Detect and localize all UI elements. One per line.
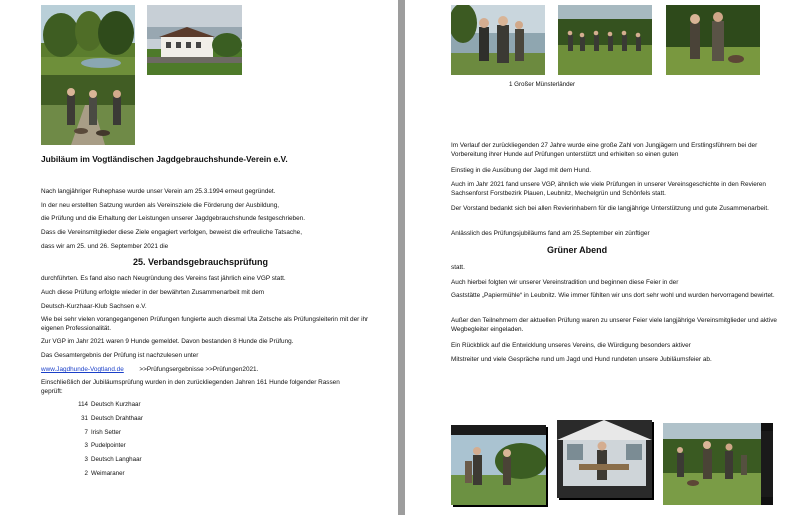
paragraph: In der neu erstellten Satzung wurden als Vereinsziele die Förderung der Ausbildung, (41, 202, 280, 209)
photo-hunters-on-path (41, 75, 135, 145)
breed-count: 7 (84, 429, 88, 436)
breed-row (58, 401, 141, 409)
paragraph: Auch diese Prüfung erfolgte wieder in der bewährten Zusammenarbeit mit dem (41, 289, 265, 296)
paragraph: dass wir am 25. und 26. September 2021 die (41, 243, 169, 250)
paragraph: Auch im Jahr 2021 fand unsere VGP, ähnlich wie viele Prüfungen in unserer Vereinsgeschichte in den Revieren Sachsenforst Forstbezirk Plauen, Leubnitz, Mechelgrün und Schönfels statt. (451, 181, 766, 197)
paragraph: Das Gesamtergebnis der Prüfung ist nachzulesen unter (41, 352, 199, 359)
breed-name: Deutsch Langhaar (91, 456, 142, 463)
left-document-page (0, 0, 398, 515)
photo-hunters-with-dog (666, 5, 760, 75)
paragraph: Ein Rückblick auf die Entwicklung unseres Vereins, die Würdigung besonders aktiver (451, 342, 691, 349)
breed-count: 2 (84, 470, 88, 477)
page-divider (398, 0, 405, 515)
breed-row (58, 429, 121, 437)
breed-row (58, 415, 143, 423)
paragraph: Anlässlich des Prüfungsjubiläums fand am 25.September ein zünftiger (451, 230, 650, 237)
breed-name: Deutsch Kurzhaar (91, 401, 141, 408)
paragraph: Wie bei sehr vielen vorangegangenen Prüfungen fungierte auch diesmal Uta Zetsche als Prüfungsleiterin mit der ihr eigenen Professionalität. (41, 316, 369, 332)
photo-group-in-forest (558, 5, 652, 75)
photo-landscape-trees (41, 5, 135, 75)
photo-clubhouse (147, 5, 242, 75)
paragraph: Außer den Teilnehmern der aktuellen Prüfung waren zu unserer Feier viele langjährige Vereinsmitglieder und aktive Wegbegleiter eingeladen. (451, 317, 777, 333)
section-heading: Grüner Abend (547, 245, 608, 255)
paragraph: Im Verlauf der zurückliegenden 27 Jahre wurde eine große Zahl von Jungjägern und Erstlingsführern bei der Vorbereitung ihrer Hunde auf Prüfungen unterstützt und erhielten so einen guten (451, 142, 758, 158)
paragraph: Nach langjähriger Ruhephase wurde unser Verein am 25.3.1994 erneut gegründet. (41, 188, 276, 195)
section-heading: 25. Verbandsgebrauchsprüfung (133, 257, 269, 267)
results-line (41, 366, 258, 374)
photo-caption: 1 Großer Münsterländer (509, 81, 576, 88)
results-path: >>Prüfungsergebnisse >>Prüfungen2021. (139, 366, 259, 373)
breed-name: Irish Setter (91, 429, 121, 436)
breed-count: 3 (84, 442, 88, 449)
document-title: Jubiläum im Vogtländischen Jagdgebrauchshunde-Verein e.V. (41, 154, 288, 164)
paragraph: Zur VGP im Jahr 2021 waren 9 Hunde gemeldet. Davon bestanden 8 Hunde die Prüfung. (41, 338, 294, 345)
photo-ceremony-outdoors (451, 425, 546, 505)
breed-name: Pudelpointer (91, 442, 126, 449)
breed-row (58, 456, 142, 464)
website-link[interactable]: www.Jagdhunde-Vogtland.de (41, 366, 124, 373)
photo-hunters-at-lake (451, 5, 545, 75)
breed-name: Weimaraner (91, 470, 125, 477)
paragraph: Auch hierbei folgten wir unserer Vereinstradition und beginnen diese Feier in der (451, 279, 679, 286)
right-document-page (405, 0, 800, 515)
photo-group-with-dogs (663, 423, 773, 505)
breed-name: Deutsch Drahthaar (91, 415, 143, 422)
breed-count: 31 (81, 415, 88, 422)
paragraph: Mitstreiter und viele Gespräche rund um Jagd und Hund rundeten unsere Jubiläumsfeier ab. (451, 356, 712, 363)
paragraph: Dass die Vereinsmitglieder diese Ziele engagiert verfolgen, beweist die erfreuliche Tatsache, (41, 229, 302, 236)
paragraph: Einstieg in die Ausübung der Jagd mit dem Hund. (451, 167, 591, 174)
paragraph: statt. (451, 264, 465, 271)
breed-row (58, 470, 125, 478)
paragraph: Gaststätte „Papiermühle“ in Leubnitz. Wie immer fühlten wir uns dort sehr wohl und wurden hervorragend bewirtet. (451, 292, 775, 299)
paragraph: Deutsch-Kurzhaar-Klub Sachsen e.V. (41, 303, 147, 310)
paragraph: die Prüfung und die Erhaltung der Leistungen unserer Jagdgebrauchshunde festgeschrieben. (41, 215, 305, 222)
breed-count: 114 (78, 401, 88, 408)
paragraph: Einschließlich der Jubiläumsprüfung wurden in den zurückliegenden Jahren 161 Hunde folgender Rassen geprüft: (41, 379, 340, 395)
photo-tent-celebration (557, 420, 652, 498)
breed-count: 3 (84, 456, 88, 463)
paragraph: durchführten. Es fand also nach Neugründung des Vereins fast jährlich eine VGP statt. (41, 275, 286, 282)
breed-row (58, 442, 126, 450)
paragraph: Der Vorstand bedankt sich bei allen Revierinhabern für die langjährige Unterstützung und gute Zusammenarbeit. (451, 205, 769, 212)
